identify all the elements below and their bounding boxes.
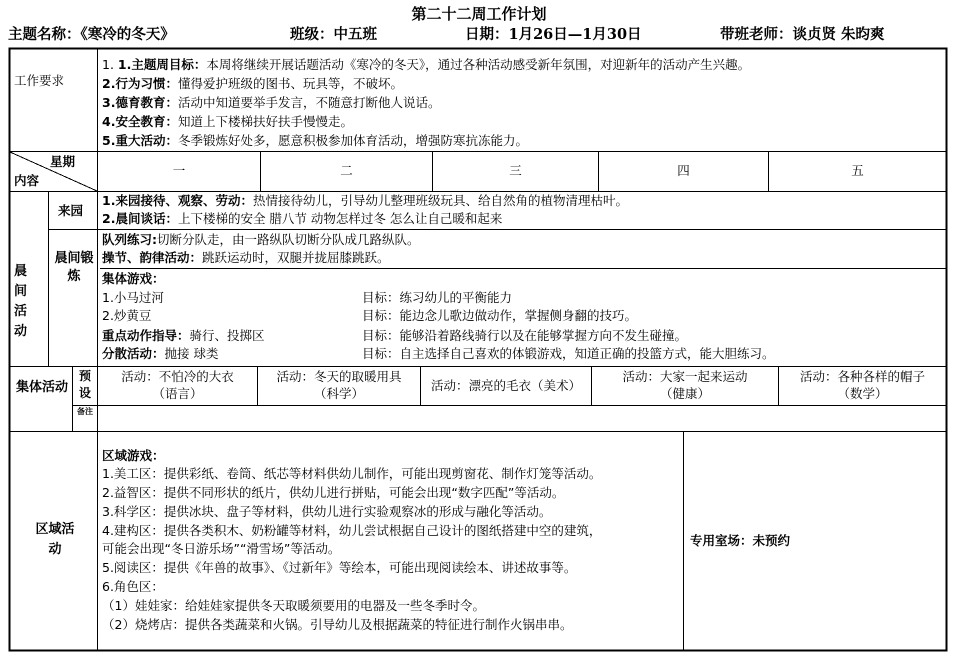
work-req-line-1: 1. 1.主题周目标：本周将继续开展话题活动《寒冷的冬天》，通过各种活动感受新年氛围，对迎新年的活动产生兴趣。 (102, 57, 751, 72)
area-title: 区域游戏： (102, 448, 165, 463)
day-tue: 二 (340, 163, 353, 178)
exercise-label: 晨间锻炼 (54, 251, 94, 284)
drill-line: 队列练习:切断分队走，由一路纵队切断分队成几路纵队。 (102, 232, 420, 247)
arrival-line-1: 1.来园接待、观察、劳动：热情接待幼儿，引导幼儿整理班级玩具、给自然角的植物清理枯叶。 (102, 193, 628, 208)
work-req-label: 工作要求 (14, 73, 65, 88)
day-thu: 四 (677, 163, 690, 178)
day-wed: 三 (509, 163, 522, 178)
key-action: 重点动作指导：骑行、投掷区 (102, 328, 265, 343)
group-label: 集体活动 (15, 380, 68, 395)
group-activity-fri: 活动：各种各样的帽子 （数学） (799, 369, 925, 401)
area-line-5: 可能会出现“冬日游乐场”“滑雪场”等活动。 (102, 541, 341, 556)
teachers: 带班老师：谈贞贤 朱昀爽 (720, 26, 885, 43)
game-1-goal: 目标：练习幼儿的平衡能力 (362, 290, 513, 305)
work-req-line-3: 3.德育教育：活动中知道要举手发言，不随意打断他人说话。 (102, 95, 441, 110)
area-line-9: （2）烧烤店：提供各类蔬菜和火锅。引导幼儿及根据蔬菜的特征进行制作火锅串串。 (102, 617, 573, 632)
area-line-6: 5.阅读区：提供《年兽的故事》、《过新年》等绘本，可能出现阅读绘本、讲述故事等。 (102, 560, 577, 575)
arrival-label: 来园 (58, 203, 84, 218)
preset-label: 预设 (78, 369, 91, 400)
game-2: 2.炒黄豆 (102, 308, 152, 323)
area-line-8: （1）娃娃家：给娃娃家提供冬天取暖须要用的电器及一些冬季时令。 (102, 598, 485, 613)
work-req-line-5: 5.重大活动：冬季锻炼好处多，愿意积极参加体育活动，增强防寒抗冻能力。 (102, 133, 528, 148)
day-fri: 五 (851, 163, 864, 178)
area-label: 区域活动 (35, 522, 75, 557)
class-name: 班级：中五班 (290, 26, 377, 43)
date-range: 日期：1月26日—1月30日 (465, 26, 642, 43)
area-line-1: 1.美工区：提供彩纸、卷筒、纸芯等材料供幼儿制作，可能出现剪窗花、制作灯笼等活动。 (102, 466, 602, 481)
page-title: 第二十二周工作计划 (411, 5, 547, 23)
work-req-line-4: 4.安全教育：知道上下楼梯扶好扶手慢慢走。 (102, 114, 353, 129)
area-line-2: 2.益智区：提供不同形状的纸片，供幼儿进行拼贴，可能会出现“数字匹配”等活动。 (102, 485, 565, 500)
group-activity-wed: 活动：漂亮的毛衣（美术） (430, 378, 581, 393)
rhythm-line: 操节、韵律活动：跳跃运动时，双腿并拢屈膝跳跃。 (102, 250, 390, 265)
arrival-line-2: 2.晨间谈话：上下楼梯的安全 腊八节 动物怎样过冬 怎么让自己暖和起来 (102, 211, 503, 226)
special-room: 专用室场：未预约 (690, 533, 791, 548)
remark-label: 备注 (77, 407, 93, 416)
free-activity: 分散活动：抛接 球类 (102, 346, 219, 361)
group-activity-tue: 活动：冬天的取暖用具 （科学） (276, 369, 402, 401)
area-line-3: 3.科学区：提供冰块、盘子等材料，供幼儿进行实验观察冰的形成与融化等活动。 (102, 504, 552, 519)
morning-label: 晨间活动 (14, 264, 28, 339)
group-activity-thu: 活动：大家一起来运动 （健康） (622, 369, 748, 401)
work-req-line-2: 2.行为习惯：懂得爱护班级的图书、玩具等，不破坏。 (102, 76, 403, 91)
games-title: 集体游戏： (102, 271, 165, 286)
game-2-goal: 目标：能边念儿歌边做动作，掌握侧身翻的技巧。 (362, 308, 638, 323)
day-mon: 一 (172, 163, 186, 178)
game-1: 1.小马过河 (102, 290, 164, 305)
free-activity-goal: 目标：自主选择自己喜欢的体锻游戏，知道正确的投篮方式，能大胆练习。 (362, 346, 775, 361)
corner-weekday: 星期 (50, 154, 76, 169)
key-action-goal: 目标：能够沿着路线骑行以及在能够掌握方向不发生碰撞。 (362, 328, 688, 343)
area-line-7: 6.角色区： (102, 579, 164, 594)
theme-name: 主题名称：《寒冷的冬天》 (8, 26, 175, 43)
area-line-4: 4.建构区：提供各类积木、奶粉罐等材料，幼儿尝试根据自己设计的图纸搭建中空的建筑， (102, 523, 602, 538)
group-activity-mon: 活动：不怕冷的大衣 （语言） (121, 369, 234, 401)
corner-content: 内容 (14, 173, 40, 188)
